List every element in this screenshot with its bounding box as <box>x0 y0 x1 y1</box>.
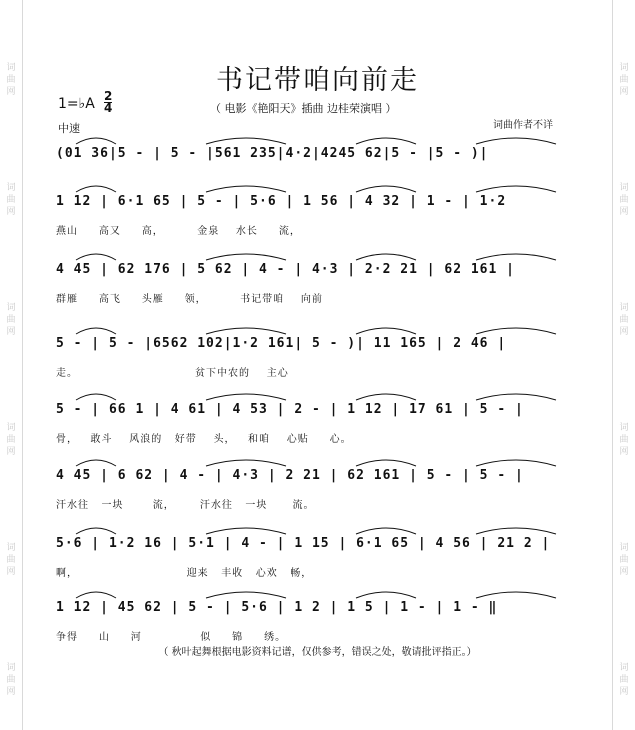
slur-3 <box>476 394 556 400</box>
left-margin-border <box>0 0 23 730</box>
time-signature <box>104 91 112 114</box>
slur-3 <box>476 528 556 534</box>
slur-3 <box>476 254 556 260</box>
slur-2 <box>356 592 416 598</box>
notation-line: 1 12 | 45 62 | 5 - | 5·6 | 1 2 | 1 5 | 1 - | 1 - ‖ <box>56 600 498 615</box>
slur-arcs <box>56 454 576 468</box>
slur-arcs <box>56 388 576 402</box>
slur-arcs <box>56 522 576 536</box>
watermark-left-3: 词 曲 网 <box>6 423 16 457</box>
lyric-line: 争得 山 河 似 锦 绣。 <box>56 632 287 643</box>
slur-2 <box>356 186 416 192</box>
time-numerator: 2 <box>104 89 113 103</box>
notation-line: (01 36|5 - | 5 - |561 235|4·2|4245 62|5 - |5 - )| <box>56 146 489 161</box>
slur-arcs <box>56 132 576 146</box>
slur-arcs <box>56 180 576 194</box>
notation-line: 4 45 | 6 62 | 4 - | 4·3 | 2 21 | 62 161 | 5 - | 5 - | <box>56 468 524 483</box>
watermark-right-5: 词 曲 网 <box>619 663 629 697</box>
lyric-line: 燕山 高又 高， 金泉 水长 流， <box>56 226 301 237</box>
slur-0 <box>76 186 116 192</box>
watermark-left-5: 词 曲 网 <box>6 663 16 697</box>
slur-3 <box>476 460 556 466</box>
slur-1 <box>206 254 286 260</box>
slur-arcs <box>56 322 576 336</box>
notation-line: 4 45 | 62 176 | 5 62 | 4 - | 4·3 | 2·2 21 | 62 161 | <box>56 262 515 277</box>
slur-0 <box>76 394 116 400</box>
lyric-line: 群雁 高飞 头雁 领， 书记带咱 向前 <box>56 294 323 305</box>
slur-1 <box>206 328 286 334</box>
lyric-line: 啊， 迎来 丰收 心欢 畅， <box>56 568 313 579</box>
slur-2 <box>356 460 416 466</box>
slur-1 <box>206 460 286 466</box>
slur-arcs <box>56 248 576 262</box>
notation-line: 5·6 | 1·2 16 | 5·1 | 4 - | 1 15 | 6·1 65 | 4 56 | 21 2 | <box>56 536 551 551</box>
right-margin-border <box>612 0 635 730</box>
slur-0 <box>76 460 116 466</box>
slur-1 <box>206 528 286 534</box>
watermark-right-2: 词 曲 网 <box>619 303 629 337</box>
lyric-line: 汗水往 一块 流， 汗水往 一块 流。 <box>56 500 315 511</box>
slur-3 <box>476 328 556 334</box>
song-title: 书记带咱向前走 <box>216 65 419 96</box>
slur-1 <box>206 394 286 400</box>
watermark-left-1: 词 曲 网 <box>6 183 16 217</box>
slur-3 <box>476 138 556 144</box>
notation-line: 5 - | 66 1 | 4 61 | 4 53 | 2 - | 1 12 | 17 61 | 5 - | <box>56 402 524 417</box>
author-credit: 词曲作者不详 <box>493 120 553 131</box>
slur-0 <box>76 592 116 598</box>
watermark-right-3: 词 曲 网 <box>619 423 629 457</box>
slur-arcs <box>56 586 576 600</box>
footer-note: （ 秋叶起舞根据电影资料记谱，仅供参考，错误之处，敬请批评指正。） <box>158 647 477 658</box>
watermark-right-0: 词 曲 网 <box>619 63 629 97</box>
watermark-left-0: 词 曲 网 <box>6 63 16 97</box>
tempo-marking: 中速 <box>58 122 80 135</box>
slur-0 <box>76 328 116 334</box>
watermark-left-4: 词 曲 网 <box>6 543 16 577</box>
lyric-line: 骨， 敢斗 风浪的 好带 头， 和咱 心贴 心。 <box>56 434 352 445</box>
key-signature: 1=♭A <box>58 96 95 112</box>
slur-0 <box>76 528 116 534</box>
slur-2 <box>356 528 416 534</box>
time-denominator: 4 <box>104 101 113 115</box>
notation-line: 5 - | 5 - |6562 102|1·2 161| 5 - )| 11 165 | 2 46 | <box>56 336 507 351</box>
watermark-right-1: 词 曲 网 <box>619 183 629 217</box>
lyric-line: 走。 贫下中农的 主心 <box>56 368 289 379</box>
slur-3 <box>476 186 556 192</box>
notation-line: 1 12 | 6·1 65 | 5 - | 5·6 | 1 56 | 4 32 | 1 - | 1·2 <box>56 194 507 209</box>
slur-0 <box>76 138 116 144</box>
slur-2 <box>356 328 416 334</box>
watermark-right-4: 词 曲 网 <box>619 543 629 577</box>
slur-0 <box>76 254 116 260</box>
slur-2 <box>356 138 416 144</box>
song-subtitle: （ 电影《艳阳天》插曲 边桂荣演唱 ） <box>210 102 397 115</box>
slur-1 <box>206 138 286 144</box>
slur-2 <box>356 254 416 260</box>
slur-1 <box>206 186 286 192</box>
slur-3 <box>476 592 556 598</box>
slur-1 <box>206 592 286 598</box>
slur-2 <box>356 394 416 400</box>
watermark-left-2: 词 曲 网 <box>6 303 16 337</box>
